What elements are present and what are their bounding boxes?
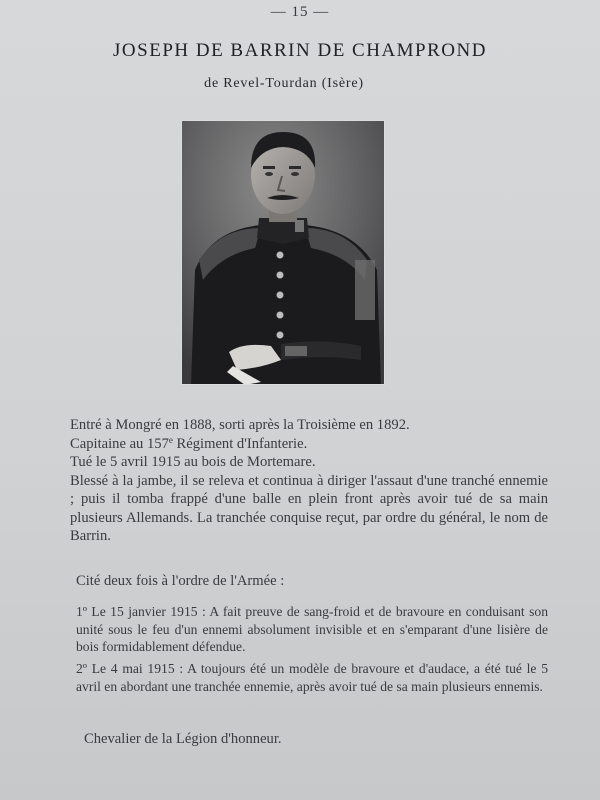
citation-item — [62, 603, 548, 656]
page-subtitle: de Revel-Tourdan (Isère) — [204, 76, 364, 91]
portrait-illustration — [181, 120, 385, 385]
citation-text: 2º Le 4 mai 1915 : A toujours été un modèle de bravoure et d'audace, a été tué le 5 avril en abordant une tranchée ennemie, après avoir tué de sa main plusieurs ennemis. — [76, 661, 548, 694]
portrait-photo — [181, 120, 385, 385]
bio-rank-text-end: Régiment d'Infanterie. — [172, 435, 308, 452]
biography-text — [70, 416, 548, 546]
bio-paragraph: Blessé à la jambe, il se releva et continua à diriger l'assaut d'une tranché ennemie ; puis il tomba frappé d'une balle en plein front après avoir tué de sa main plusieurs Allemands. La tranchée conquise reçut, par ordre du général, le nom de Barrin. — [70, 472, 548, 544]
page-number: — 15 — — [270, 4, 330, 20]
bio-line-rank — [70, 435, 548, 454]
page-title: JOSEPH DE BARRIN DE CHAMPROND — [113, 40, 487, 61]
citations-heading: Cité deux fois à l'ordre de l'Armée : — [76, 573, 285, 589]
bio-line-enrollment: Entré à Mongré en 1888, sorti après la Troisième en 1892. — [70, 417, 410, 433]
bio-line-death: Tué le 5 avril 1915 au bois de Mortemare. — [70, 454, 316, 470]
honour-line: Chevalier de la Légion d'honneur. — [84, 731, 282, 747]
bio-rank-text: Capitaine au 157 — [70, 435, 169, 452]
citation-item — [62, 660, 548, 695]
citation-text: 1º Le 15 janvier 1915 : A fait preuve de sang-froid et de bravoure en conduisant son unité sous le feu d'un ennemi absolument invisible et en s'emparant d'une lisière de bois formidablement défendue. — [76, 604, 548, 654]
bio-rank-superscript: e — [168, 434, 173, 445]
